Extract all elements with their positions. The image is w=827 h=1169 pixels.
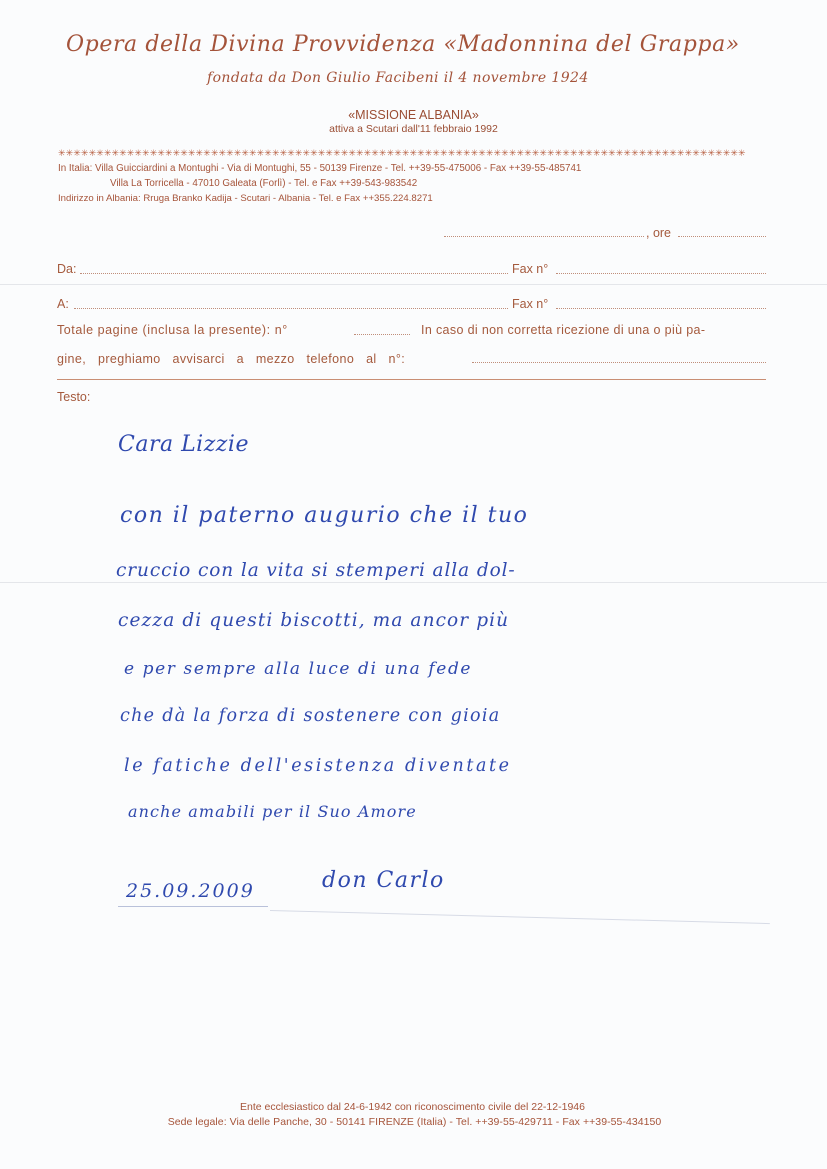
- time-field-line: [678, 236, 766, 237]
- handwritten-line: le fatiche dell'esistenza diventate: [124, 756, 512, 776]
- fold-line-middle: [0, 582, 827, 583]
- fax-label-from: Fax n°: [512, 262, 549, 276]
- handwritten-line: cruccio con la vita si stemperi alla dol-: [116, 560, 516, 581]
- date-field-line: [444, 236, 644, 237]
- phone-field-line: [472, 362, 766, 363]
- handwritten-line: cezza di questi biscotti, ma ancor più: [118, 610, 510, 631]
- ore-label: , ore: [646, 226, 672, 240]
- address-italy-main: In Italia: Villa Guicciardini a Montughi - Via di Montughi, 55 - 50139 Firenze - Tel. ++39-55-475006 - Fax ++39-55-485741: [58, 163, 582, 174]
- footer-registered-office: Sede legale: Via delle Panche, 30 - 50141 FIRENZE (Italia) - Tel. ++39-55-429711 - Fax ++39-55-434150: [167, 1116, 662, 1128]
- mission-active-date: attiva a Scutari dall'11 febbraio 1992: [329, 123, 498, 135]
- fold-line-top: [0, 284, 827, 285]
- total-pages-label: Totale pagine (inclusa la presente): n°: [57, 323, 288, 337]
- form-rule: [57, 379, 766, 380]
- to-label: A:: [57, 297, 69, 311]
- reception-notice-part-2: gine, preghiamo avvisarci a mezzo telefono al n°:: [57, 352, 406, 366]
- fax-from-field-line: [556, 273, 766, 274]
- handwritten-salutation: Cara Lizzie: [118, 432, 249, 457]
- footer-legal-status: Ente ecclesiastico dal 24-6-1942 con riconoscimento civile del 22-12-1946: [240, 1101, 585, 1113]
- letterhead-title: Opera della Divina Provvidenza «Madonnina del Grappa»: [66, 32, 740, 57]
- handwritten-line: e per sempre alla luce di una fede: [124, 659, 473, 679]
- from-field-line: [80, 273, 508, 274]
- text-label: Testo:: [57, 390, 91, 404]
- star-divider: ✳✳✳✳✳✳✳✳✳✳✳✳✳✳✳✳✳✳✳✳✳✳✳✳✳✳✳✳✳✳✳✳✳✳✳✳✳✳✳✳✳✳✳✳✳✳✳✳✳✳✳✳✳✳✳✳✳✳✳✳✳✳✳✳✳✳✳✳✳✳✳✳✳✳✳✳✳✳✳✳✳✳✳✳✳✳✳✳✳✳: [58, 148, 746, 158]
- fax-to-field-line: [556, 308, 766, 309]
- fold-line-lower: [270, 910, 770, 924]
- handwritten-date: 25.09.2009: [126, 880, 255, 902]
- total-pages-field-line: [354, 334, 410, 335]
- mission-title: «MISSIONE ALBANIA»: [348, 108, 479, 122]
- address-albania: Indirizzo in Albania: Rruga Branko Kadija - Scutari - Albania - Tel. e Fax ++355.224.8271: [58, 193, 433, 204]
- to-field-line: [74, 308, 508, 309]
- address-italy-galeata: Villa La Torricella - 47010 Galeata (Forlì) - Tel. e Fax ++39-543-983542: [110, 178, 418, 189]
- handwritten-line: anche amabili per il Suo Amore: [128, 802, 417, 821]
- letterhead-subtitle: fondata da Don Giulio Facibeni il 4 novembre 1924: [207, 70, 589, 86]
- handwritten-line: che dà la forza di sostenere con gioia: [120, 706, 501, 726]
- from-label: Da:: [57, 262, 77, 276]
- handwritten-line: con il paterno augurio che il tuo: [120, 503, 529, 528]
- handwritten-signature: don Carlo: [322, 868, 445, 893]
- fax-label-to: Fax n°: [512, 297, 549, 311]
- reception-notice-part-1: In caso di non corretta ricezione di una o più pa-: [421, 323, 706, 337]
- date-underline: [118, 906, 268, 907]
